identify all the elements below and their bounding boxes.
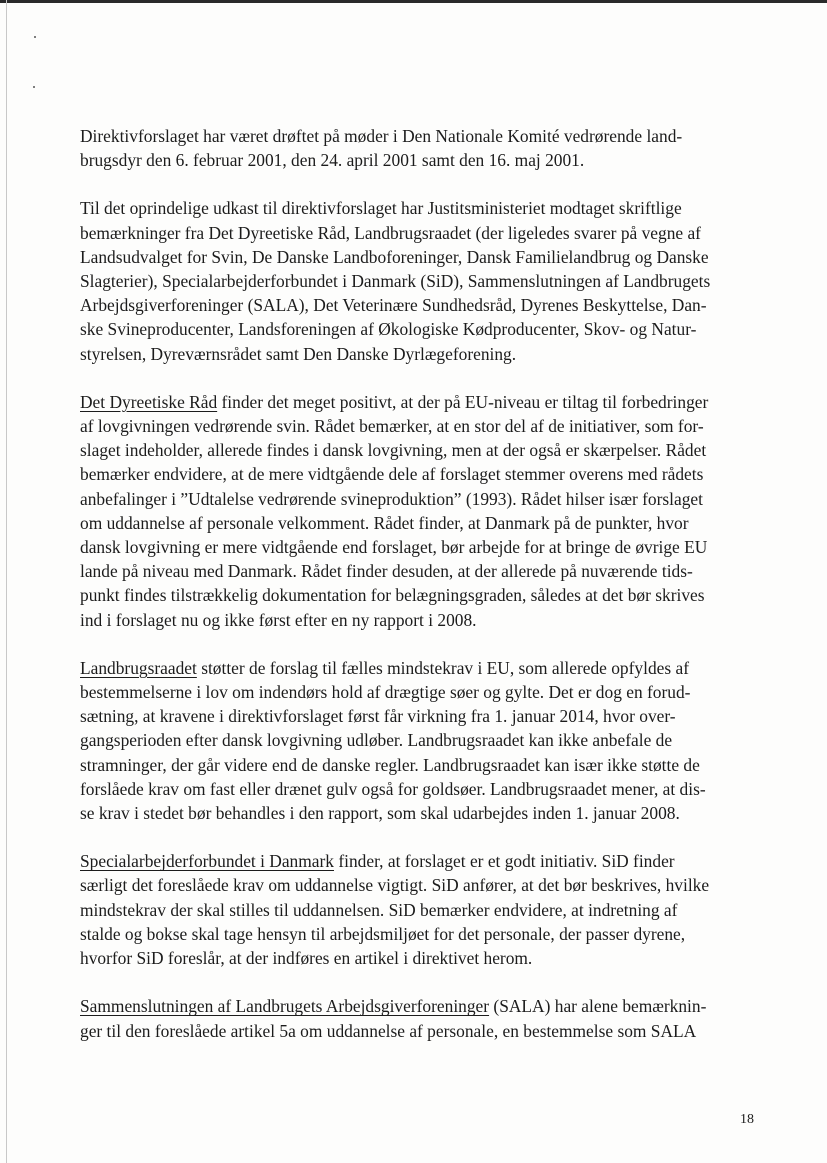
organization-heading: Specialarbejderforbundet i Danmark	[80, 851, 334, 872]
text-line: brugsdyr den 6. februar 2001, den 24. april 2001 samt den 16. maj 2001.	[80, 150, 585, 171]
text-line: punkt findes tilstrækkelig dokumentation for belægningsgraden, således at det bør skrives	[80, 585, 705, 606]
scan-speck	[33, 86, 35, 88]
text-line: Direktivforslaget har været drøftet på møder i Den Nationale Komité vedrørende land-	[80, 126, 683, 146]
scan-speck	[34, 36, 36, 38]
text-line: af lovgivningen vedrørende svin. Rådet bemærker, at en stor del af de initiativer, som for-	[80, 416, 704, 437]
text-line: bemærker endvidere, at de mere vidtgående dele af forslaget stemmer overens med rådets	[80, 464, 704, 485]
text-line: slaget indeholder, allerede findes i dansk lovgivning, men at der også er skærpelser. Rådet	[80, 440, 707, 461]
paragraph-sala	[80, 994, 760, 1042]
text-line: stramninger, der går videre end de danske regler. Landbrugsraadet kan især ikke støtte de	[80, 754, 700, 775]
top-border-line	[0, 0, 827, 3]
text-fragment: finder, at forslaget er et godt initiativ. SiD finder	[334, 851, 675, 872]
text-line: ind i forslaget nu og ikke først efter en ny rapport i 2008.	[80, 609, 477, 630]
text-fragment: støtter de forslag til fælles mindstekrav i EU, som allerede opfyldes af	[196, 657, 689, 678]
text-line: forslåede krav om fast eller drænet gulv også for goldsøer. Landbrugsraadet mener, at dis-	[80, 778, 706, 799]
text-line: hvorfor SiD foreslår, at der indføres en artikel i direktivet herom.	[80, 948, 533, 969]
text-line: gangsperioden efter dansk lovgivning udløber. Landbrugsraadet kan ikke anbefale de	[80, 730, 673, 751]
text-line: sætning, at kravene i direktivforslaget først får virkning fra 1. januar 2014, hvor over-	[80, 706, 676, 727]
text-line: mindstekrav der skal stilles til uddannelsen. SiD bemærker endvidere, at indretning af	[80, 899, 678, 920]
text-line: ger til den foreslåede artikel 5a om uddannelse af personale, en bestemmelse som SALA	[80, 1020, 697, 1041]
left-scan-edge	[6, 0, 7, 1163]
text-line	[80, 849, 760, 873]
text-line: stalde og bokse skal tage hensyn til arbejdsmiljøet for det personale, der passer dyrene,	[80, 923, 686, 944]
paragraph-sid	[80, 849, 760, 970]
paragraph-received-comments	[80, 196, 760, 365]
text-fragment: finder det meget positivt, at der på EU-niveau er tiltag til forbedringer	[217, 391, 709, 412]
text-line: lande på niveau med Danmark. Rådet finder desuden, at der allerede på nuværende tids-	[80, 561, 693, 582]
paragraph-discussion	[80, 124, 760, 172]
text-line: se krav i stedet bør behandles i den rapport, som skal udarbejdes inden 1. januar 2008.	[80, 803, 680, 824]
text-line	[80, 994, 760, 1018]
text-line	[80, 390, 760, 414]
organization-heading: Sammenslutningen af Landbrugets Arbejdsgiverforeninger	[80, 996, 490, 1017]
document-body	[80, 124, 760, 1067]
text-line: dansk lovgivning er mere vidtgående end forslaget, bør arbejde for at bringe de øvrige EU	[80, 537, 708, 558]
text-fragment: (SALA) har alene bemærknin-	[489, 996, 707, 1017]
text-line: ske Svineproducenter, Landsforeningen af Økologiske Kødproducenter, Skov- og Natur-	[80, 319, 697, 340]
text-line: bestemmelserne i lov om indendørs hold af drægtige søer og gylte. Det er dog en forud-	[80, 682, 691, 703]
page-number: 18	[740, 1112, 754, 1127]
organization-heading: Landbrugsraadet	[80, 657, 197, 678]
text-line: Landsudvalget for Svin, De Danske Landboforeninger, Dansk Familielandbrug og Danske	[80, 246, 709, 267]
text-line	[80, 656, 760, 680]
text-line: om uddannelse af personale velkomment. Rådet finder, at Danmark på de punkter, hvor	[80, 512, 689, 533]
organization-heading: Det Dyreetiske Råd	[80, 391, 218, 412]
text-line: anbefalinger i ”Udtalelse vedrørende svineproduktion” (1993). Rådet hilser især forslaget	[80, 488, 703, 509]
text-line: Til det oprindelige udkast til direktivforslaget har Justitsministeriet modtaget skriftlige	[80, 198, 682, 219]
paragraph-dyreetiske-raad	[80, 390, 760, 632]
text-line: Arbejdsgiverforeninger (SALA), Det Veterinære Sundhedsråd, Dyrenes Beskyttelse, Dan-	[80, 295, 707, 316]
text-line: bemærkninger fra Det Dyreetiske Råd, Landbrugsraadet (der ligeledes svarer på vegne af	[80, 222, 701, 243]
text-line: styrelsen, Dyreværnsrådet samt Den Danske Dyrlægeforening.	[80, 343, 517, 364]
paragraph-landbrugsraadet	[80, 656, 760, 825]
text-line: Slagterier), Specialarbejderforbundet i Danmark (SiD), Sammenslutningen af Landbrugets	[80, 271, 711, 292]
text-line: særligt det foreslåede krav om uddannelse vigtigt. SiD anfører, at det bør beskrives, hvilke	[80, 875, 710, 896]
